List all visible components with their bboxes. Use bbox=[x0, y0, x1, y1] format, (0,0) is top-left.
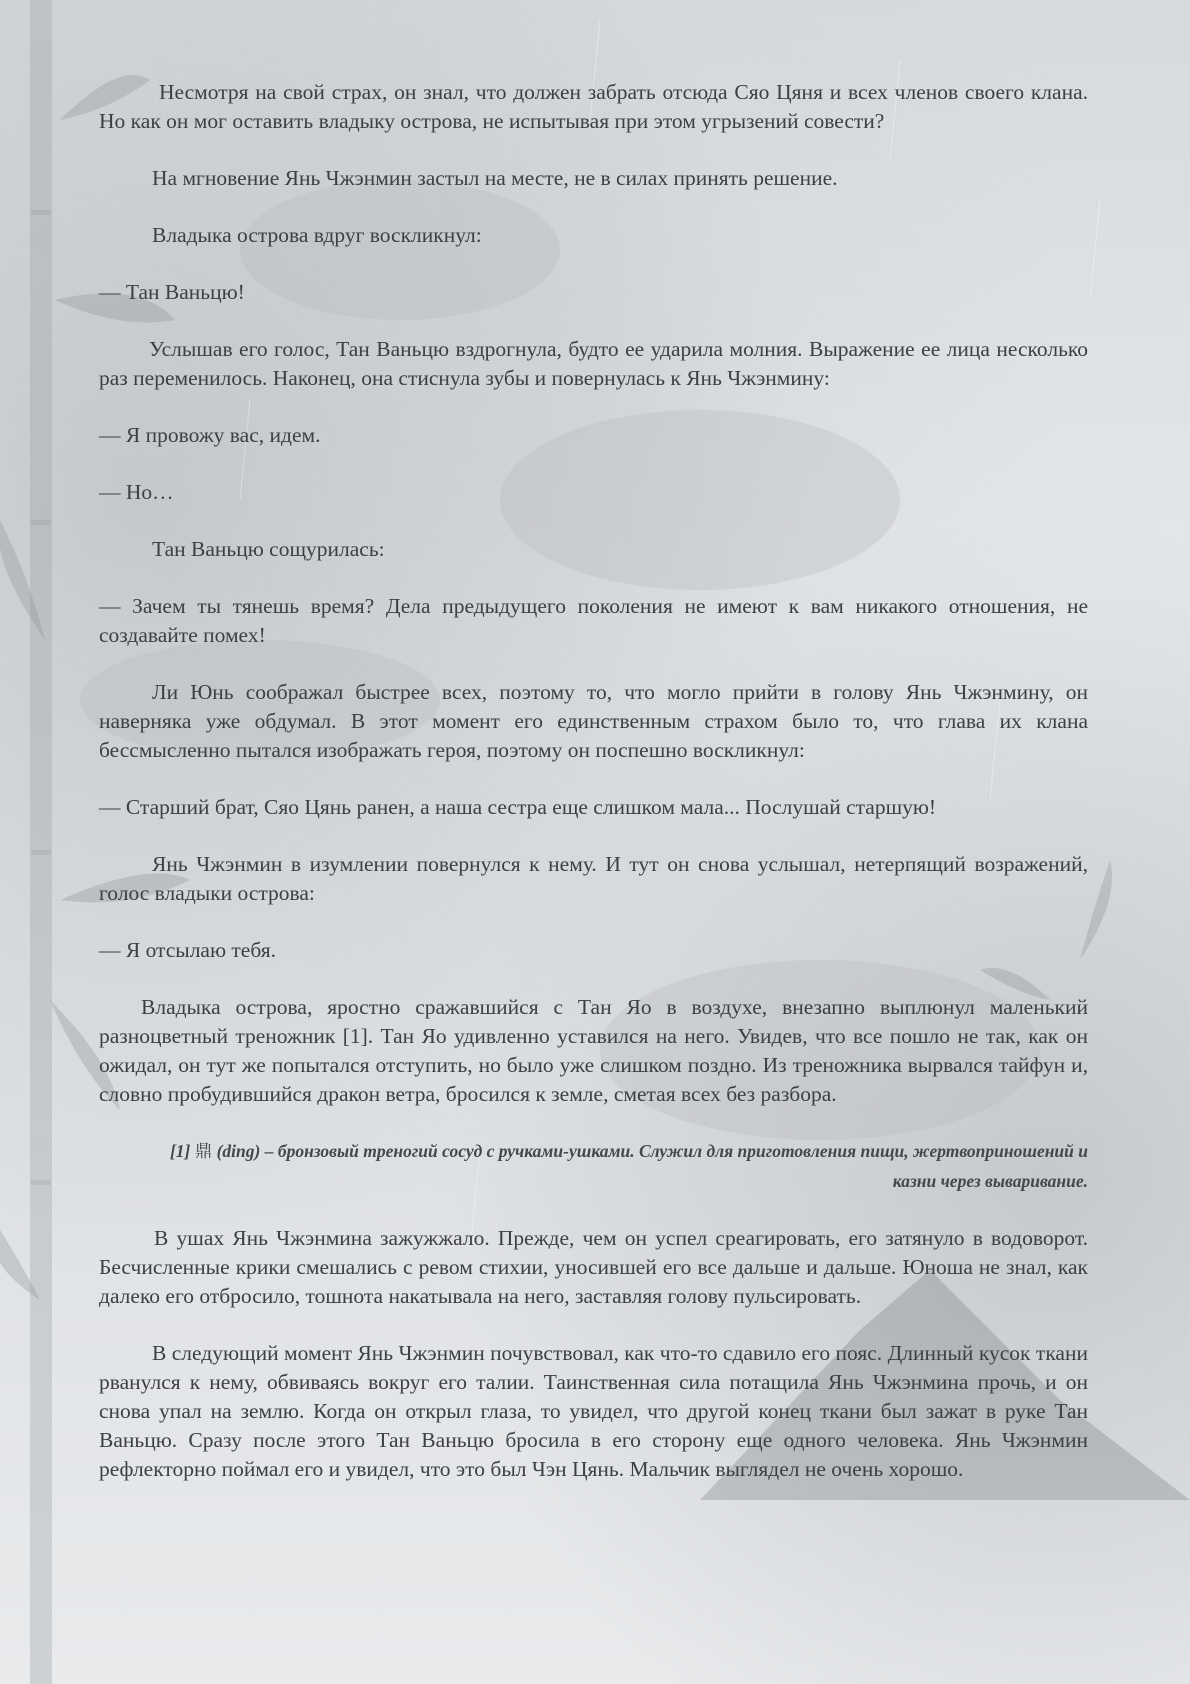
footnote-hanzi: 鼎 bbox=[194, 1142, 213, 1162]
bamboo-stalk-left bbox=[30, 0, 52, 1684]
footnote-text: (ding) – бронзовый треногий сосуд с ручками-ушками. Служил для приготовления пищи, жертвоприношений и казни через вываривание. bbox=[216, 1141, 1088, 1191]
paragraph: Услышав его голос, Тан Ваньцю вздрогнула, будто ее ударила молния. Выражение ее лица несколько раз переменилось. Наконец, она стиснула зубы и повернулась к Янь Чжэнмину: bbox=[99, 337, 1088, 390]
dialogue-line: — Я отсылаю тебя. bbox=[99, 938, 277, 962]
paragraph: Владыка острова, яростно сражавшийся с Тан Яо в воздухе, внезапно выплюнул маленький разноцветный треножник [1]. Тан Яо удивленно уставился на него. Увидев, что все пошло не так, как он ожидал, он тут же попытался отступить, но было уже слишком поздно. Из треножника вырвался тайфун и, словно пробудившийся дракон ветра, бросился к земле, сметая всех без разбора. bbox=[99, 995, 1088, 1106]
chapter-text bbox=[99, 78, 1088, 1512]
footnote-marker: [1] bbox=[169, 1141, 191, 1161]
paragraph: Несмотря на свой страх, он знал, что должен забрать отсюда Сяо Цяня и всех членов своего клана. Но как он мог оставить владыку острова, не испытывая при этом угрызений совести? bbox=[99, 80, 1088, 133]
dialogue-line: — Старший брат, Сяо Цянь ранен, а наша сестра еще слишком мала... Послушай старшую! bbox=[99, 795, 937, 819]
paragraph: В следующий момент Янь Чжэнмин почувствовал, как что-то сдавило его пояс. Длинный кусок ткани рванулся к нему, обвиваясь вокруг его талии. Таинственная сила потащила Янь Чжэнмина прочь, и он снова упал на землю. Когда он открыл глаза, то увидел, что другой конец ткани был зажат в руке Тан Ваньцю. Сразу после этого Тан Ваньцю бросила в его сторону еще одного человека. Янь Чжэнмин рефлекторно поймал его и увидел, что это был Чэн Цянь. Мальчик выглядел не очень хорошо. bbox=[99, 1341, 1088, 1481]
paragraph: На мгновение Янь Чжэнмин застыл на месте, не в силах принять решение. bbox=[152, 166, 838, 190]
footnote bbox=[99, 1137, 1088, 1196]
paragraph: В ушах Янь Чжэнмина зажужжало. Прежде, чем он успел среагировать, его затянуло в водоворот. Бесчисленные крики смешались с ревом стихии, уносившей его все дальше и дальше. Юноша не знал, как далеко его отбросило, тошнота накатывала на него, заставляя голову пульсировать. bbox=[99, 1226, 1088, 1308]
dialogue-line: — Но… bbox=[99, 480, 174, 504]
paragraph: Владыка острова вдруг воскликнул: bbox=[152, 223, 482, 247]
paragraph: Ли Юнь соображал быстрее всех, поэтому то, что могло прийти в голову Янь Чжэнмину, он наверняка уже обдумал. В этот момент его единственным страхом было то, что глава их клана бессмысленно пытался изображать героя, поэтому он поспешно воскликнул: bbox=[99, 680, 1088, 762]
dialogue-line: — Зачем ты тянешь время? Дела предыдущего поколения не имеют к вам никакого отношения, не создавайте помех! bbox=[99, 594, 1088, 647]
dialogue-line: — Я провожу вас, идем. bbox=[99, 423, 321, 447]
paragraph: Янь Чжэнмин в изумлении повернулся к нему. И тут он снова услышал, нетерпящий возражений, голос владыки острова: bbox=[99, 852, 1088, 905]
paragraph: Тан Ваньцю сощурилась: bbox=[152, 537, 385, 561]
dialogue-line: — Тан Ваньцю! bbox=[99, 280, 245, 304]
